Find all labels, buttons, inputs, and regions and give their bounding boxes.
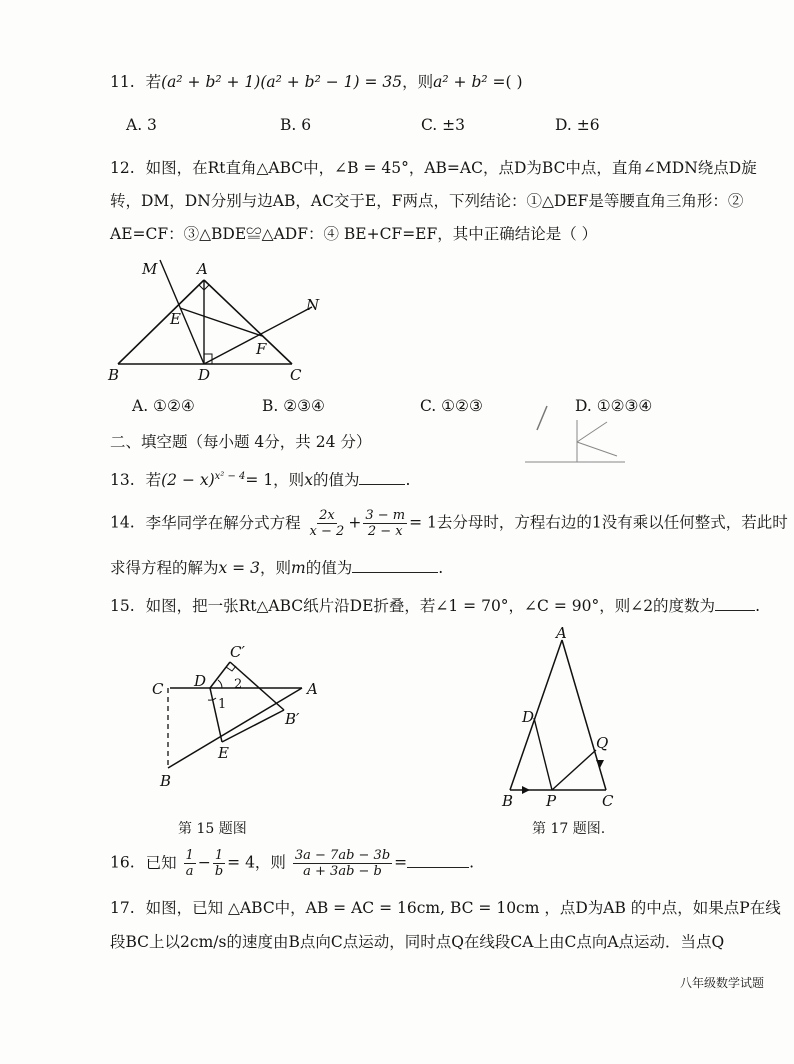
exponent: x² − 4 bbox=[214, 470, 246, 482]
q13-stem: 13. 若$(2 - x)^{x^2 - 4}= 1$，则x的值为 . bbox=[110, 470, 411, 489]
q12-option-c: C. ①②③ bbox=[420, 397, 483, 415]
q12-figure bbox=[100, 252, 340, 387]
question-number: 13. bbox=[110, 471, 135, 489]
q17-line2: 段BC上以2cm/s的速度由B点向C点运动，同时点Q在线段CA上由C点向A点运动．当点Q bbox=[110, 933, 725, 951]
answer-paren: ( ) bbox=[505, 73, 523, 91]
question-number: 12. bbox=[110, 159, 135, 177]
fig-label: A bbox=[197, 260, 208, 278]
fraction: $\frac{1}{b}$ bbox=[214, 848, 224, 879]
q11-option-d: D. ±6 bbox=[555, 116, 600, 134]
fig-label: B bbox=[108, 366, 120, 384]
q11-equation: (a² + b² + 1)(a² + b² − 1) = 35 bbox=[161, 73, 403, 91]
q12-option-d: D. ①②③④ bbox=[575, 397, 653, 415]
question-number: 17. bbox=[110, 899, 135, 917]
fig-label: C′ bbox=[230, 643, 245, 661]
fig-label: 1 bbox=[218, 697, 227, 712]
fraction: $\frac{1}{a}$ bbox=[185, 848, 194, 879]
q12-line2: 转，DM，DN分别与边AB，AC交于E，F两点，下列结论：①△DEF是等腰直角三角形：② bbox=[110, 192, 744, 210]
fig-label: Q bbox=[596, 734, 609, 752]
fig-label: P bbox=[546, 792, 557, 810]
answer-blank bbox=[715, 596, 755, 611]
answer-blank bbox=[407, 853, 469, 868]
fig-label: 2 bbox=[234, 677, 243, 692]
q12-line3: AE=CF：③△BDE≌△ADF：④ BE+CF=EF，其中正确结论是（ ） bbox=[110, 225, 598, 243]
fig-label: C bbox=[602, 792, 614, 810]
fraction: $\frac{3a - 7ab - 3b}{a + 3ab - b}$ bbox=[294, 848, 391, 879]
q12-line1: 12. 如图，在Rt直角△ABC中，∠B = 45°，AB=AC，点D为BC中点，直角∠MDN绕点D旋 bbox=[110, 159, 757, 177]
fig-label: D bbox=[194, 672, 207, 690]
q17-figure bbox=[496, 622, 626, 812]
q11-option-b: B. 6 bbox=[280, 116, 312, 134]
fig-label: A bbox=[307, 680, 318, 698]
fig-label: F bbox=[256, 340, 267, 358]
fig-label: D bbox=[198, 366, 211, 384]
fig-label: A bbox=[556, 624, 567, 642]
q11-option-a: A. 3 bbox=[126, 116, 157, 134]
section-title: 二、填空题（每小题 4分，共 24 分） bbox=[110, 433, 372, 451]
q16-stem: 16. 已知 $\frac{1}{a}$ − $\frac{1}{b}$ = 4，则 $\frac{3a - 7ab - 3b}{a + 3ab - b}$ = . bbox=[110, 848, 475, 879]
question-number: 15. bbox=[110, 597, 135, 615]
fig-label: B bbox=[502, 792, 514, 810]
fig-label: D bbox=[522, 708, 535, 726]
q11-option-c: C. ±3 bbox=[421, 116, 466, 134]
fig-label: B bbox=[160, 772, 172, 790]
q15-figure bbox=[150, 640, 330, 790]
fraction: $\frac{3 - m}{2 - x}$ bbox=[365, 508, 406, 539]
q14-line1: 14. 李华同学在解分式方程 $\frac{2x}{x - 2}$ + $\frac{3 - m}{2 - x}$ = 1去分母时，方程右边的1没有乘以任何整式，若此时 bbox=[110, 508, 788, 539]
page-footer: 八年级数学试题 bbox=[680, 976, 765, 990]
fig-label: E bbox=[218, 744, 229, 762]
q15-stem: 15. 如图，把一张Rt△ABC纸片沿DE折叠，若∠1 = 70°，∠C = 90°，则∠2的度数为 . bbox=[110, 597, 760, 615]
figure-caption: 第 15 题图 bbox=[178, 821, 247, 837]
q14-line2: 求得方程的解为x = 3，则m的值为 . bbox=[110, 559, 444, 577]
fig-label: B′ bbox=[285, 710, 300, 728]
q11-stem: 11. 若(a² + b² + 1)(a² + b² − 1) = 35，则a² + b² =( ) bbox=[110, 73, 523, 91]
q12-option-b: B. ②③④ bbox=[262, 397, 325, 415]
fig-label: C bbox=[152, 680, 164, 698]
fig-label: N bbox=[306, 296, 320, 314]
fig-label: C bbox=[290, 366, 302, 384]
answer-blank bbox=[352, 558, 438, 573]
q12-option-a: A. ①②④ bbox=[132, 397, 195, 415]
question-number: 11. bbox=[110, 73, 135, 91]
fig-label: M bbox=[142, 260, 158, 278]
figure-caption: 第 17 题图. bbox=[532, 821, 606, 837]
fraction: $\frac{2x}{x - 2}$ bbox=[309, 508, 345, 539]
fig-label: E bbox=[170, 310, 181, 328]
q17-line1: 17. 如图，已知 △ABC中，AB = AC = 16cm, BC = 10cm ，点D为AB 的中点，如果点P在线 bbox=[110, 899, 781, 917]
pencil-scribble bbox=[525, 400, 645, 470]
question-number: 16. bbox=[110, 853, 135, 872]
question-number: 14. bbox=[110, 513, 135, 532]
answer-blank bbox=[359, 470, 405, 485]
